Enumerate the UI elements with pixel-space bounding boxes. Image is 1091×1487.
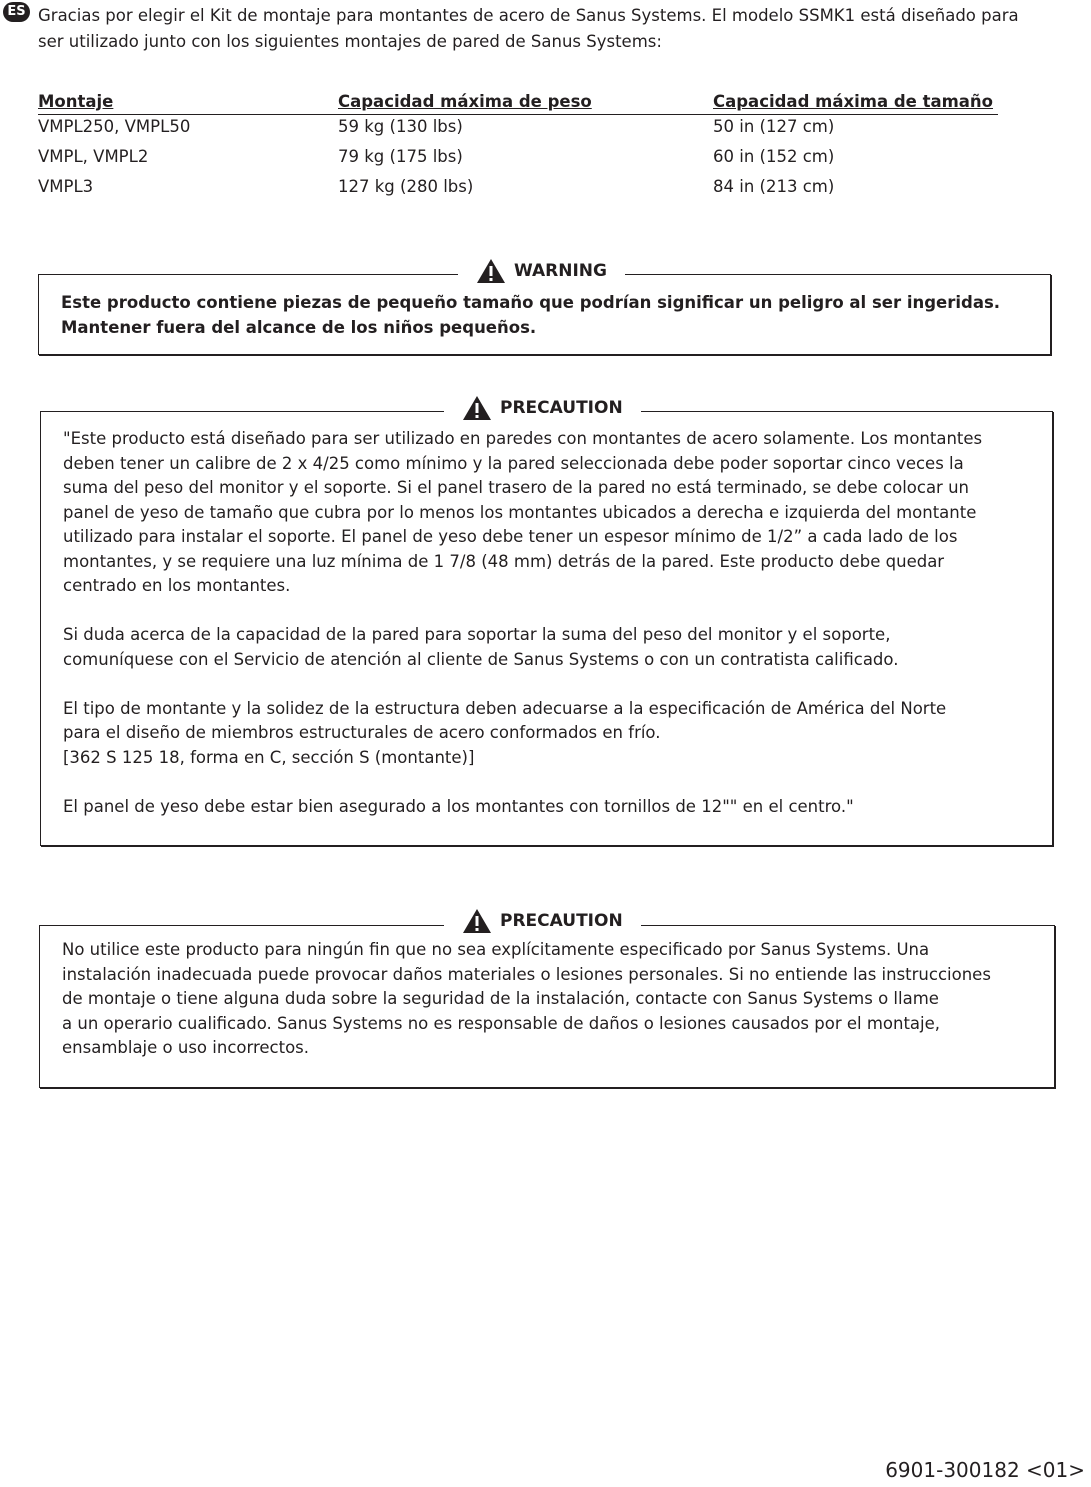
text-line: comuníquese con el Servicio de atención al cliente de Sanus Systems o con un contratista calificado. (63, 649, 899, 669)
header-size: Capacidad máxima de tamaño (713, 92, 994, 111)
text-line: a un operario cualificado. Sanus Systems no es responsable de daños o lesiones causados por el montaje, (62, 1013, 941, 1033)
text-line: deben tener un calibre de 2 x 4/25 como mínimo y la pared seleccionada debe poder soportar cinco veces la (63, 453, 964, 473)
cell-mount: VMPL250, VMPL50 (38, 117, 191, 136)
cell-weight: 79 kg (175 lbs) (338, 147, 463, 166)
text-line: No utilice este producto para ningún fin que no sea explícitamente especificado por Sanus Systems. Una (62, 940, 930, 959)
cell-mount: VMPL3 (38, 177, 94, 196)
cell-size: 84 in (213 cm) (713, 177, 835, 196)
text-line: El tipo de montante y la solidez de la estructura deben adecuarse a la especificación de América del Norte (63, 698, 947, 718)
precaution-1-text (63, 427, 1042, 819)
intro-line: ser utilizado junto con los siguientes montajes de pared de Sanus Systems: (38, 32, 662, 51)
text-line: "Este producto está diseñado para ser utilizado en paredes con montantes de acero solamente. Los montantes (63, 429, 983, 448)
intro-text (38, 3, 1019, 55)
text-line: ensamblaje o uso incorrectos. (62, 1038, 310, 1057)
precaution-2-title: PRECAUTION (500, 911, 623, 931)
header-weight: Capacidad máxima de peso (338, 92, 592, 111)
warning-heading (458, 258, 625, 284)
cell-weight: 59 kg (130 lbs) (338, 117, 463, 136)
paragraph-gap (63, 672, 1042, 697)
table-row (38, 177, 998, 207)
document-number: 6901-300182 <01> (885, 1458, 1085, 1482)
precaution-2-text (62, 938, 1044, 1061)
text-line: para el diseño de miembros estructurales de acero conformados en frío. (63, 723, 661, 742)
text-line: suma del peso del monitor y el soporte. Si el panel trasero de la pared no está terminado, se debe colocar un (63, 478, 969, 497)
text-line: El panel de yeso debe estar bien asegurado a los montantes con tornillos de 12"" en el centro." (63, 796, 854, 816)
warning-text (61, 291, 1040, 340)
warning-triangle-icon (476, 258, 506, 284)
mount-capacity-table (38, 92, 998, 207)
text-line: de montaje o tiene alguna duda sobre la seguridad de la instalación, contacte con Sanus Systems o llame (62, 989, 939, 1008)
warning-triangle-icon (462, 908, 492, 934)
precaution-1-heading (444, 395, 641, 421)
table-row (38, 117, 998, 147)
warning-triangle-icon (462, 395, 492, 421)
precaution-box-1 (40, 411, 1053, 846)
warning-box (38, 274, 1051, 355)
text-line: Si duda acerca de la capacidad de la pared para soportar la suma del peso del monitor y el soporte, (63, 625, 891, 644)
text-line: Este producto contiene piezas de pequeño tamaño que podrían significar un peligro al ser ingeridas. (61, 293, 1001, 312)
table-row (38, 147, 998, 177)
cell-size: 60 in (152 cm) (713, 147, 835, 166)
cell-size: 50 in (127 cm) (713, 117, 835, 136)
text-line: utilizado para instalar el soporte. El panel de yeso debe tener un espesor mínimo de 1/2” a cada lado de los (63, 527, 958, 546)
table-header (38, 92, 998, 115)
text-line: instalación inadecuada puede provocar daños materiales o lesiones personales. Si no entiende las instrucciones (62, 964, 991, 984)
paragraph-gap (63, 770, 1042, 795)
intro-line: Gracias por elegir el Kit de montaje para montantes de acero de Sanus Systems. El modelo SSMK1 está diseñado para (38, 6, 1019, 25)
header-mount: Montaje (38, 92, 114, 111)
text-line: Mantener fuera del alcance de los niños pequeños. (61, 317, 537, 337)
precaution-2-heading (444, 908, 641, 934)
cell-weight: 127 kg (280 lbs) (338, 177, 474, 196)
language-badge: ES (3, 2, 30, 22)
text-line: centrado en los montantes. (63, 576, 291, 595)
text-line: panel de yeso de tamaño que cubra por lo menos los montantes ubicados a derecha e izquierda del montante (63, 502, 977, 522)
paragraph-gap (63, 599, 1042, 624)
warning-title: WARNING (514, 261, 607, 281)
cell-mount: VMPL, VMPL2 (38, 147, 149, 166)
text-line: [362 S 125 18, forma en C, sección S (montante)] (63, 747, 475, 767)
text-line: montantes, y se requiere una luz mínima de 1 7/8 (48 mm) detrás de la pared. Este producto debe quedar (63, 551, 945, 571)
precaution-box-2 (39, 925, 1055, 1088)
precaution-1-title: PRECAUTION (500, 398, 623, 418)
